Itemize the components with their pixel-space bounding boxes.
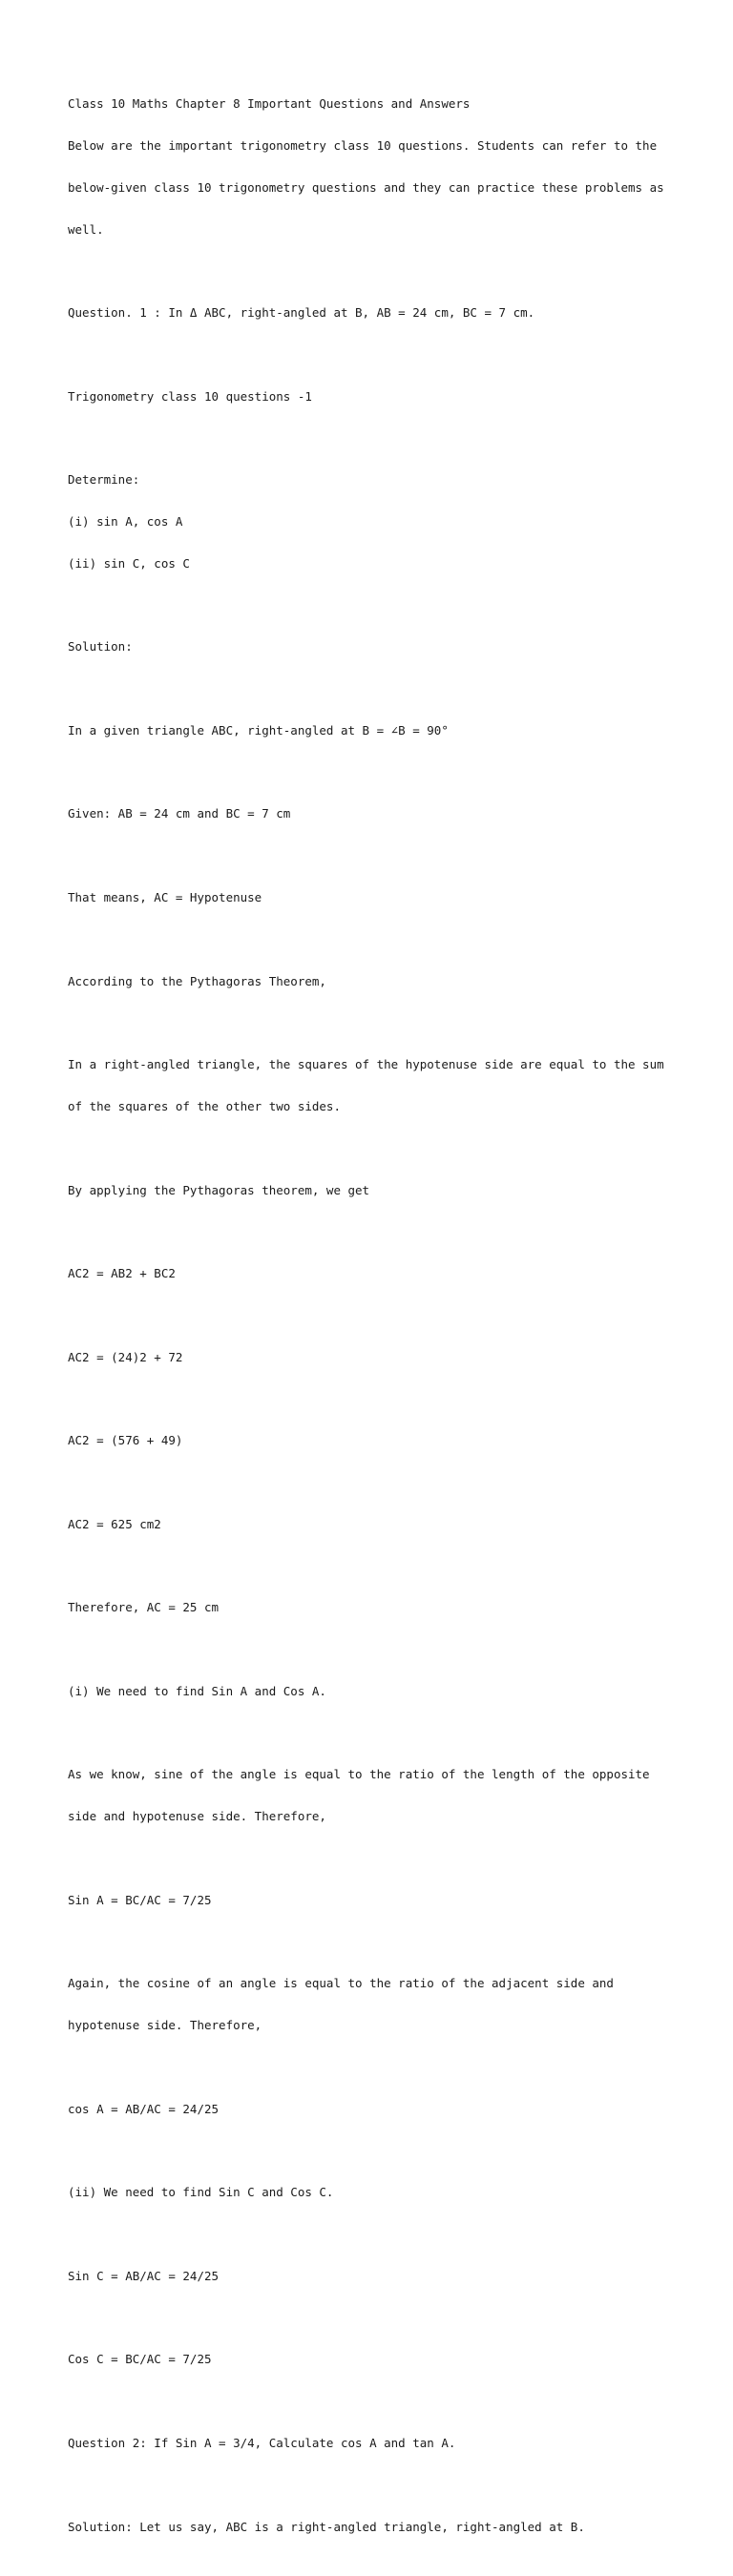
paragraph — [68, 1030, 679, 1142]
paragraph-question-2 — [68, 2409, 679, 2479]
paragraph-image-caption — [68, 362, 679, 431]
text-line: Determine: — [68, 472, 140, 488]
text-line: of the squares of the other two sides. — [68, 1098, 341, 1113]
text-line: side and hypotenuse side. Therefore, — [68, 1809, 326, 1824]
text-line: (ii) sin C, cos C — [68, 555, 190, 571]
text-line: AC2 = 625 cm2 — [68, 1516, 161, 1531]
text-line: Cos C = BC/AC = 7/25 — [68, 2352, 212, 2367]
text-line: cos A = AB/AC = 24/25 — [68, 2101, 220, 2116]
paragraph — [68, 863, 679, 933]
document-title: Class 10 Maths Chapter 8 Important Questions and Answers — [68, 96, 471, 112]
question-heading: Question 2: If Sin A = 3/4, Calculate cos A and tan A. — [68, 2435, 456, 2450]
text-line: That means, AC = Hypotenuse — [68, 890, 262, 905]
text-line: Trigonometry class 10 questions -1 — [68, 388, 312, 404]
paragraph-intro — [68, 70, 679, 264]
equation-line — [68, 2242, 679, 2312]
text-line: (ii) We need to find Sin C and Cos C. — [68, 2185, 334, 2200]
paragraph — [68, 1573, 679, 1643]
equation-line — [68, 2325, 679, 2395]
question-heading: Question. 1 : In Δ ABC, right-angled at B, AB = 24 cm, BC = 7 cm. — [68, 305, 535, 321]
text-line: hypotenuse side. Therefore, — [68, 2018, 262, 2033]
text-line: (i) sin A, cos A — [68, 514, 183, 529]
equation-line — [68, 1322, 679, 1392]
equation-line — [68, 1490, 679, 1560]
text-line: As we know, sine of the angle is equal to the ratio of the length of the opposite — [68, 1767, 650, 1782]
text-line: Solution: Let us say, ABC is a right-angled triangle, right-angled at B. — [68, 2519, 585, 2534]
text-line: Below are the important trigonometry class 10 questions. Students can refer to the — [68, 137, 658, 153]
text-line: Solution: — [68, 639, 133, 654]
text-line: Sin A = BC/AC = 7/25 — [68, 1892, 212, 1907]
paragraph-question-1 — [68, 279, 679, 348]
text-line: AC2 = (24)2 + 72 — [68, 1349, 183, 1364]
paragraph — [68, 779, 679, 849]
paragraph — [68, 2158, 679, 2228]
paragraph-determine — [68, 446, 679, 599]
equation-line — [68, 1866, 679, 1936]
text-line: Given: AB = 24 cm and BC = 7 cm — [68, 806, 291, 821]
paragraph — [68, 1155, 679, 1225]
paragraph — [68, 2492, 679, 2562]
text-line: below-given class 10 trigonometry questions and they can practice these problems as — [68, 179, 664, 195]
text-line: Sin C = AB/AC = 24/25 — [68, 2268, 220, 2283]
text-line: In a given triangle ABC, right-angled at B = ∠B = 90° — [68, 722, 449, 737]
paragraph — [68, 1657, 679, 1727]
text-line: According to the Pythagoras Theorem, — [68, 973, 326, 988]
equation-line — [68, 2075, 679, 2145]
text-line: (i) We need to find Sin A and Cos A. — [68, 1683, 326, 1698]
paragraph — [68, 1949, 679, 2061]
text-line: well. — [68, 221, 104, 237]
equation-line — [68, 1406, 679, 1476]
text-line: Therefore, AC = 25 cm — [68, 1600, 220, 1615]
paragraph — [68, 696, 679, 766]
equation-line — [68, 1239, 679, 1309]
document-body — [68, 70, 679, 2576]
text-line: By applying the Pythagoras theorem, we get — [68, 1182, 370, 1197]
text-line: AC2 = (576 + 49) — [68, 1433, 183, 1448]
text-line: Again, the cosine of an angle is equal to the ratio of the adjacent side and — [68, 1976, 614, 1991]
text-line: AC2 = AB2 + BC2 — [68, 1266, 176, 1281]
paragraph — [68, 1740, 679, 1852]
paragraph — [68, 946, 679, 1016]
text-line: In a right-angled triangle, the squares of the hypotenuse side are equal to the sum — [68, 1057, 664, 1072]
paragraph-solution-label — [68, 613, 679, 682]
